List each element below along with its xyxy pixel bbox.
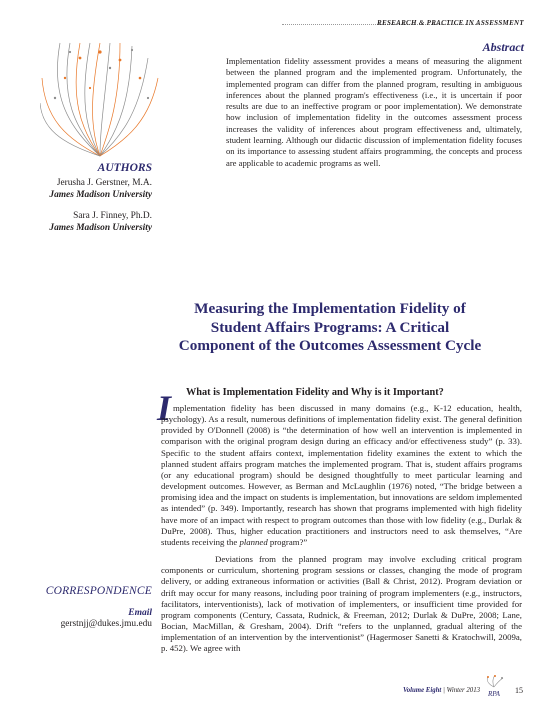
rpa-logo-icon: [483, 675, 505, 699]
footer-volume: Volume Eight: [402, 687, 442, 694]
email-address[interactable]: gerstnjj@dukes.jmu.edu: [60, 619, 152, 629]
article-title: [140, 300, 520, 356]
article-body: [161, 403, 522, 654]
decorative-fan-art: [40, 38, 160, 158]
footer-issue: Volume Eight | Winter 2013: [402, 687, 480, 694]
paragraph-text: mplementation fidelity has been discussed in many domains (e.g., K-12 education, health, psychology). As a result, numerous definitions of implementation fidelity exist. The general definition provided by O'Donnell (2008) is “the determination of how well an intervention is implemented in comparison with the original program design during an efficacy and/or effectiveness study” (p. 33). Specific to the student affairs context, implementation fidelity examines the extent to which the planned student affairs program matches the implemented program. That is, student affairs programs (or any educational program) should be designed thoughtfully to meet particular learning and development outcomes. However, as Berman and McLaughlin (1976) noted, “The bridge between a promising idea and the impact on students is implementation, but innovations are seldom implemented as intended” (p. 349). Importantly, research has shown that programs implemented with high fidelity have more of an impact with respect to program outcomes than those with low fidelity (e.g., Durlak & DuPre, 2008). Thus, higher education practitioners and instructors need to ask themselves, “Are students receiving the: [161, 403, 522, 547]
author-affiliation: James Madison University: [49, 190, 152, 200]
author-name: Jerusha J. Gerstner, M.A.: [56, 178, 152, 188]
footer-issue-date: Winter 2013: [446, 687, 480, 694]
drop-cap: I: [157, 388, 172, 428]
body-paragraph: Deviations from the planned program may involve excluding critical program components or curriculum, shortening program sessions or classes, changing the mode of program delivery, or adding extraneous information or activities (Ball & Christ, 2012). Program deviation or drift may occur for many reasons, including poor training of program implementers (e.g., instructors, facilitators, interventionists), lack of motivation of implementers, or insufficient time provided for program components (Century, Cassata, Rudnick, & Freeman, 2012; Durlak & DuPre, 2008; Lane, Bocian, MacMillan, & Gresham, 2004). Drift “refers to the unplanned, gradual altering of the implementation of an intervention by the interventionist” (Hagermoser Sanetti & Kratochwill, 2009a, p. 452). We agree with: [161, 554, 522, 654]
author-affiliation: James Madison University: [49, 223, 152, 233]
body-paragraph: [161, 403, 522, 548]
article-title-line: Measuring the Implementation Fidelity of: [194, 300, 466, 317]
author-name: Sara J. Finney, Ph.D.: [73, 211, 152, 221]
article-title-line: Component of the Outcomes Assessment Cycle: [178, 337, 482, 354]
author-entry: [49, 177, 152, 201]
emphasis-text: planned: [239, 536, 268, 547]
email-label: Email: [128, 608, 152, 618]
logo-text: RPA: [488, 690, 500, 698]
abstract-body: Implementation fidelity assessment provides a means of measuring the alignment between the planned program and the implemented program. Unfortunately, the implemented program can differ from the planned program, resulting in ambiguous inferences about the planned program's effectiveness (i.e., it is uncertain if poor results are due to an ineffective program or poor implementation). We demonstrate how inclusion of implementation fidelity in the outcomes assessment process increases the validity of inferences about program effectiveness and, ultimately, student learning. Although our didactic discussion of implementation fidelity focuses on its importance to assessing student affairs programming, the concepts and process are applicable to academic programs as well.: [226, 56, 522, 168]
authors-title: AUTHORS: [97, 162, 152, 174]
section-heading: What is Implementation Fidelity and Why is it Important?: [186, 387, 444, 398]
journal-section-label: RESEARCH & PRACTICE IN ASSESSMENT: [377, 19, 524, 27]
abstract-title: Abstract: [482, 40, 524, 54]
article-title-line: Student Affairs Programs: A Critical: [210, 318, 450, 336]
correspondence-title: CORRESPONDENCE: [45, 585, 152, 597]
author-entry: [49, 210, 152, 234]
paragraph-text-end: program?”: [269, 536, 308, 547]
page-number: 15: [515, 686, 523, 695]
